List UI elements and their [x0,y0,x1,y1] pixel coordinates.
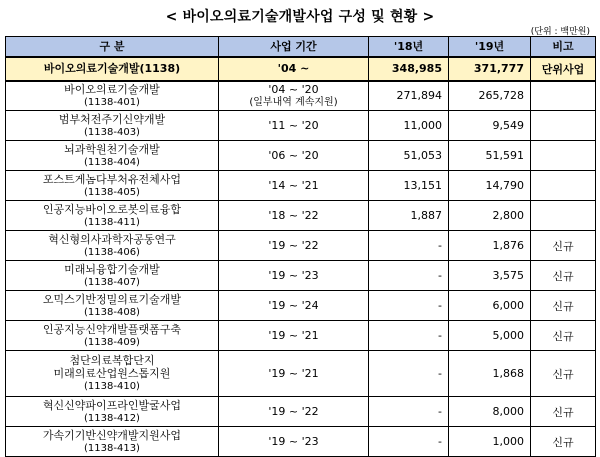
header-row [6,37,596,57]
table-row [6,201,596,231]
budget-2018: - [369,321,449,351]
budget-2018: - [369,427,449,457]
program-name-cell [6,141,219,171]
header-2018: '18년 [369,37,449,57]
budget-2019: 2,800 [449,201,531,231]
program-note: 신규 [531,291,596,321]
program-name: 가속기기반신약개발지원사업 [42,428,182,442]
program-name: 혁신형의사과학자공동연구 [48,232,176,246]
table-row [6,111,596,141]
program-period-cell [219,141,369,171]
program-name: 혁신신약파이프라인발굴사업 [42,398,182,412]
program-name: 오믹스기반정밀의료기술개발 [42,292,182,306]
program-note [531,201,596,231]
total-2018: 348,985 [369,57,449,81]
total-name: 바이오의료기술개발(1138) [6,57,219,81]
total-period: '04 ~ [219,57,369,81]
budget-2018: 11,000 [369,111,449,141]
budget-2018: 13,151 [369,171,449,201]
program-code: (1138-410) [84,381,140,392]
program-period-cell [219,291,369,321]
budget-2019: 1,876 [449,231,531,261]
program-note: 신규 [531,351,596,397]
program-period: '11 ~ '20 [268,119,319,132]
program-code: (1138-407) [84,276,140,288]
program-name-cell [6,351,219,397]
table-row [6,81,596,111]
program-note [531,171,596,201]
header-2019: '19년 [449,37,531,57]
program-name-cell [6,397,219,427]
total-note: 단위사업 [531,57,596,81]
table-row [6,171,596,201]
program-note [531,111,596,141]
program-period: '18 ~ '22 [268,209,319,222]
program-name: 바이오의료기술개발 [64,82,160,96]
budget-2018: - [369,261,449,291]
table-row [6,291,596,321]
program-name-cell [6,81,219,111]
total-row [6,57,596,81]
budget-2019: 6,000 [449,291,531,321]
budget-2019: 51,591 [449,141,531,171]
budget-2018: - [369,351,449,397]
program-period-cell [219,397,369,427]
program-name-cell [6,427,219,457]
program-note: 신규 [531,261,596,291]
program-period-cell [219,171,369,201]
program-period-note: (일부내역 계속지원) [249,96,338,108]
program-period-cell [219,201,369,231]
table-row [6,397,596,427]
table-row [6,141,596,171]
total-2019: 371,777 [449,57,531,81]
budget-2019: 265,728 [449,81,531,111]
header-note: 비고 [531,37,596,57]
budget-2018: - [369,231,449,261]
program-period-cell [219,111,369,141]
header-category: 구 분 [6,37,219,57]
budget-2019: 3,575 [449,261,531,291]
program-name: 인공지능바이오로봇의료융합 [42,202,182,216]
budget-2018: 51,053 [369,141,449,171]
program-code: (1138-411) [84,216,140,228]
program-note: 신규 [531,427,596,457]
table-row [6,321,596,351]
program-note [531,141,596,171]
program-code: (1138-401) [84,96,140,108]
program-period: '19 ~ '22 [268,405,319,418]
program-period-cell [219,427,369,457]
budget-2018: 1,887 [369,201,449,231]
program-name-cell [6,231,219,261]
program-code: (1138-413) [84,442,140,454]
program-name: 미래뇌융합기술개발 [64,262,160,276]
program-name: 첨단의료복합단지 [69,354,155,367]
budget-2019: 1,868 [449,351,531,397]
program-period: '19 ~ '24 [268,299,319,312]
program-name-cell [6,321,219,351]
program-note [531,81,596,111]
program-note: 신규 [531,397,596,427]
table-row [6,351,596,397]
table-row [6,261,596,291]
program-name: 미래의료산업원스톱지원 [53,367,171,380]
budget-2018: 271,894 [369,81,449,111]
program-name-cell [6,111,219,141]
program-period: '19 ~ '21 [268,329,319,342]
program-period: '06 ~ '20 [268,149,319,162]
budget-2019: 9,549 [449,111,531,141]
program-name-cell [6,261,219,291]
unit-label: (단위 : 백만원) [530,27,590,37]
table-row [6,427,596,457]
budget-2018: - [369,397,449,427]
program-period: '19 ~ '23 [268,269,319,282]
budget-2019: 8,000 [449,397,531,427]
program-name: 범부처전주기신약개발 [58,112,166,126]
program-code: (1138-408) [84,306,140,318]
program-code: (1138-409) [84,336,140,348]
program-period-cell [219,261,369,291]
program-code: (1138-406) [84,246,140,258]
table-row [6,231,596,261]
program-period-cell [219,231,369,261]
program-code: (1138-404) [84,156,140,168]
program-period: '19 ~ '23 [268,435,319,448]
budget-2019: 1,000 [449,427,531,457]
program-period: '14 ~ '21 [268,179,319,192]
program-note: 신규 [531,231,596,261]
program-period-cell [219,351,369,397]
program-code: (1138-412) [84,412,140,424]
program-name-cell [6,201,219,231]
program-name-cell [6,171,219,201]
program-period: '19 ~ '22 [268,239,319,252]
budget-2019: 14,790 [449,171,531,201]
program-period-cell [219,321,369,351]
program-name: 포스트게놈다부처유전체사업 [42,172,182,186]
budget-2019: 5,000 [449,321,531,351]
program-note: 신규 [531,321,596,351]
program-name-cell [6,291,219,321]
program-code: (1138-403) [84,126,140,138]
program-name: 인공지능신약개발플랫폼구축 [42,322,182,336]
header-period: 사업 기간 [219,37,369,57]
program-name: 뇌과학원천기술개발 [64,142,160,156]
program-period: '04 ~ '20 [268,82,319,96]
page-title: < 바이오의료기술개발사업 구성 및 현황 > [165,9,435,25]
program-code: (1138-405) [84,186,140,198]
program-period: '19 ~ '21 [268,367,319,380]
program-table [5,36,596,457]
program-period-cell [219,81,369,111]
budget-2018: - [369,291,449,321]
